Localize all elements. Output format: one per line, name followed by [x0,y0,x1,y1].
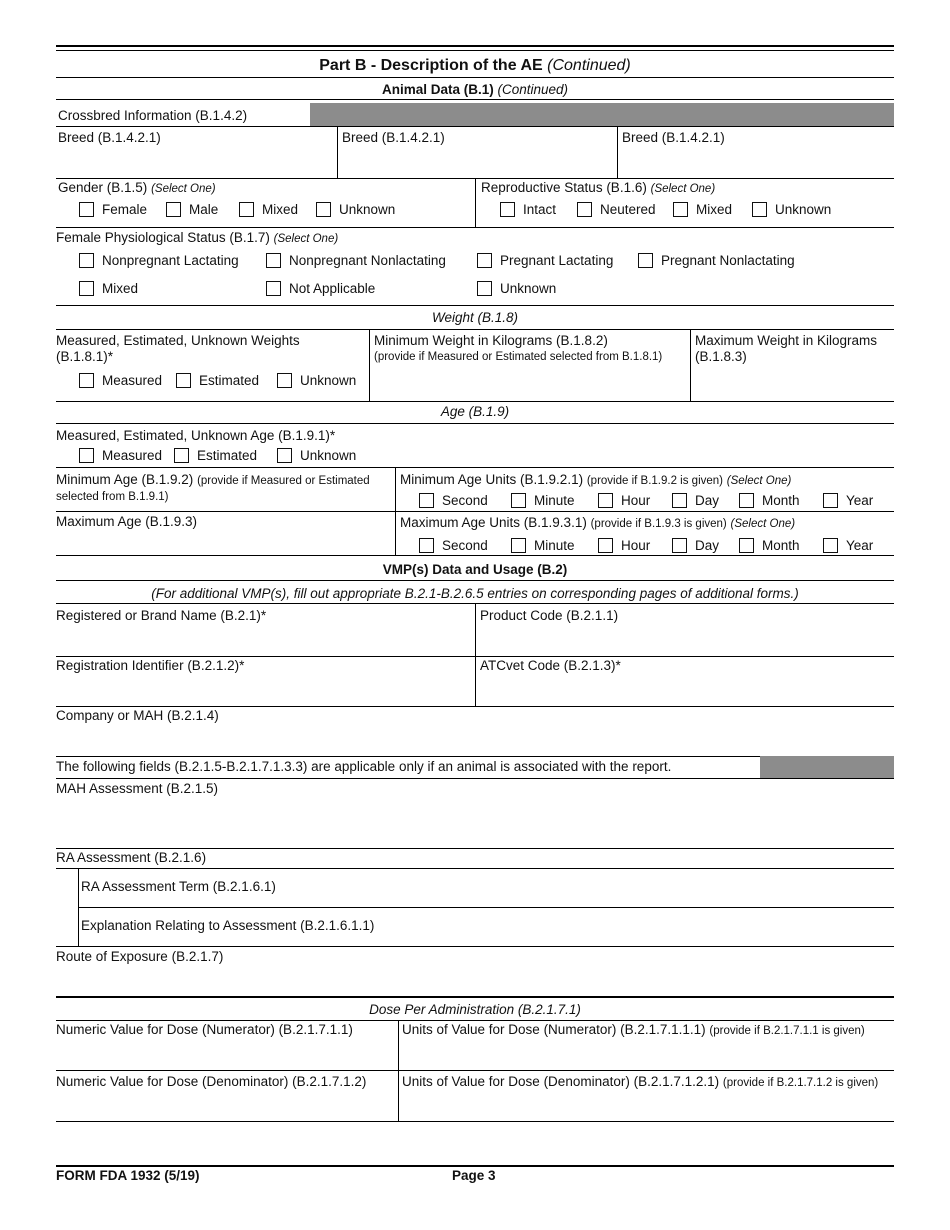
weight-estimated-label: Estimated [199,373,260,388]
crossbred-label: Crossbred Information (B.1.4.2) [58,108,248,123]
max-age-day-label: Day [695,538,720,553]
product-code-input[interactable] [480,628,892,652]
breed-3-input[interactable] [622,148,892,168]
age-max-units-label: Maximum Age Units (B.1.9.3.1) (provide if B.1.9.3 is given) (Select One) [400,515,796,530]
animal-note-gray-bar [760,756,894,778]
female-not-applicable-checkbox[interactable] [266,281,281,296]
female-unknown-checkbox[interactable] [477,281,492,296]
subsection-title: Animal Data (B.1) (Continued) [381,82,569,97]
registration-id-label: Registration Identifier (B.2.1.2)* [56,658,245,673]
age-unknown-label: Unknown [300,448,357,463]
route-exposure-input[interactable] [56,968,892,992]
company-mah-label: Company or MAH (B.2.1.4) [56,708,219,723]
mah-assessment-label: MAH Assessment (B.2.1.5) [56,781,219,796]
atcvet-code-label: ATCvet Code (B.2.1.3)* [480,658,621,673]
repro-unknown-checkbox[interactable] [752,202,767,217]
repro-mixed-label: Mixed [696,202,733,217]
gender-female-label: Female [102,202,148,217]
min-age-year-checkbox[interactable] [823,493,838,508]
max-age-year-checkbox[interactable] [823,538,838,553]
crossbred-gray-bar [310,103,894,126]
weight-unknown-label: Unknown [300,373,357,388]
female-status-label: Female Physiological Status (B.1.7) (Select One) [56,230,339,245]
min-age-month-label: Month [762,493,800,508]
form-number: FORM FDA 1932 (5/19) [56,1168,200,1183]
min-age-hour-label: Hour [621,493,651,508]
dose-section-title: Dose Per Administration (B.2.1.7.1) [369,1002,581,1017]
gender-mixed-checkbox[interactable] [239,202,254,217]
age-measured-label: Measured [102,448,163,463]
repro-neutered-checkbox[interactable] [577,202,592,217]
repro-unknown-label: Unknown [775,202,832,217]
max-age-second-label: Second [442,538,488,553]
female-preg-nonlact-checkbox[interactable] [638,253,653,268]
max-age-day-checkbox[interactable] [672,538,687,553]
repro-neutered-label: Neutered [600,202,656,217]
age-estimated-label: Estimated [197,448,258,463]
ra-explanation-label: Explanation Relating to Assessment (B.2.1.6.1.1) [81,918,375,933]
breed-2-input[interactable] [342,148,614,168]
ra-assessment-label: RA Assessment (B.2.1.6) [56,850,207,865]
gender-label: Gender (B.1.5) (Select One) [58,180,216,195]
gender-male-checkbox[interactable] [166,202,181,217]
repro-mixed-checkbox[interactable] [673,202,688,217]
min-age-day-checkbox[interactable] [672,493,687,508]
breed-1-label: Breed (B.1.4.2.1) [58,130,161,145]
dose-denominator-label: Numeric Value for Dose (Denominator) (B.2.1.7.1.2) [56,1074,367,1089]
dose-numerator-units-input[interactable] [402,1042,892,1066]
weight-min-hint: (provide if Measured or Estimated selected from B.1.8.1) [374,351,663,363]
max-age-hour-label: Hour [621,538,651,553]
dose-denominator-input[interactable] [56,1094,394,1118]
female-mixed-checkbox[interactable] [79,281,94,296]
gender-unknown-checkbox[interactable] [316,202,331,217]
gender-female-checkbox[interactable] [79,202,94,217]
atcvet-code-input[interactable] [480,678,892,702]
weight-mwu-label-2: (B.1.8.1)* [56,349,114,364]
min-age-year-label: Year [846,493,874,508]
brand-name-input[interactable] [56,628,470,652]
max-age-hour-checkbox[interactable] [598,538,613,553]
min-age-month-checkbox[interactable] [739,493,754,508]
min-age-second-label: Second [442,493,488,508]
repro-label: Reproductive Status (B.1.6) (Select One) [481,180,716,195]
gender-male-label: Male [189,202,219,217]
section-title: Part B - Description of the AE (Continued) [319,57,631,74]
female-not-applicable-label: Not Applicable [289,281,376,296]
breed-1-input[interactable] [58,148,334,168]
age-estimated-checkbox[interactable] [174,448,189,463]
weight-unknown-checkbox[interactable] [277,373,292,388]
weight-max-label: Maximum Weight in Kilograms [695,333,878,348]
product-code-label: Product Code (B.2.1.1) [480,608,619,623]
max-age-month-label: Month [762,538,800,553]
dose-denominator-units-input[interactable] [402,1094,892,1118]
age-min-hint-2: selected from B.1.9.1) [56,491,169,503]
dose-denominator-units-label: Units of Value for Dose (Denominator) (B.2.1.7.1.2.1) (provide if B.2.1.7.1.2 is given) [402,1074,879,1089]
age-unknown-checkbox[interactable] [277,448,292,463]
dose-numerator-input[interactable] [56,1042,394,1066]
age-mwu-label: Measured, Estimated, Unknown Age (B.1.9.1)* [56,428,336,443]
age-min-units-label: Minimum Age Units (B.1.9.2.1) (provide if B.1.9.2 is given) (Select One) [400,472,792,487]
min-age-second-checkbox[interactable] [419,493,434,508]
ra-assessment-term-label: RA Assessment Term (B.2.1.6.1) [81,879,276,894]
route-exposure-label: Route of Exposure (B.2.1.7) [56,949,224,964]
min-age-minute-checkbox[interactable] [511,493,526,508]
weight-measured-label: Measured [102,373,163,388]
female-mixed-label: Mixed [102,281,139,296]
vmp-note: (For additional VMP(s), fill out appropriate B.2.1-B.2.6.5 entries on corresponding pages of additional forms.) [151,586,799,601]
female-nonpreg-nonlact-checkbox[interactable] [266,253,281,268]
repro-intact-checkbox[interactable] [500,202,515,217]
weight-section-title: Weight (B.1.8) [431,310,519,325]
weight-min-label: Minimum Weight in Kilograms (B.1.8.2) [374,333,608,348]
female-nonpreg-lact-label: Nonpregnant Lactating [102,253,239,268]
min-age-minute-label: Minute [534,493,575,508]
female-preg-nonlact-label: Pregnant Nonlactating [661,253,795,268]
weight-max-label-2: (B.1.8.3) [695,349,747,364]
weight-max-input[interactable] [695,372,892,394]
weight-min-input[interactable] [374,372,686,394]
female-preg-lact-label: Pregnant Lactating [500,253,614,268]
gender-mixed-label: Mixed [262,202,299,217]
animal-associated-note: The following fields (B.2.1.5-B.2.1.7.1.3.3) are applicable only if an animal is associated with the report. [56,759,672,774]
registration-id-input[interactable] [56,678,470,702]
age-section-title: Age (B.1.9) [440,404,510,419]
min-age-hour-checkbox[interactable] [598,493,613,508]
female-nonpreg-lact-checkbox[interactable] [79,253,94,268]
dose-numerator-units-label: Units of Value for Dose (Numerator) (B.2.1.7.1.1.1) (provide if B.2.1.7.1.1 is given) [402,1022,865,1037]
age-min-label: Minimum Age (B.1.9.2) (provide if Measured or Estimated [56,472,370,487]
max-age-month-checkbox[interactable] [739,538,754,553]
max-age-year-label: Year [846,538,874,553]
repro-intact-label: Intact [523,202,557,217]
company-mah-input[interactable] [56,728,892,752]
dose-numerator-label: Numeric Value for Dose (Numerator) (B.2.1.7.1.1) [56,1022,353,1037]
age-measured-checkbox[interactable] [79,448,94,463]
breed-2-label: Breed (B.1.4.2.1) [342,130,445,145]
mah-assessment-input[interactable] [56,802,892,842]
max-age-minute-checkbox[interactable] [511,538,526,553]
page-number: Page 3 [452,1168,496,1183]
max-age-minute-label: Minute [534,538,575,553]
age-max-label: Maximum Age (B.1.9.3) [56,514,198,529]
max-age-second-checkbox[interactable] [419,538,434,553]
brand-name-label: Registered or Brand Name (B.2.1)* [56,608,267,623]
female-preg-lact-checkbox[interactable] [477,253,492,268]
vmp-section-title: VMP(s) Data and Usage (B.2) [382,562,568,577]
female-unknown-label: Unknown [500,281,557,296]
weight-measured-checkbox[interactable] [79,373,94,388]
weight-estimated-checkbox[interactable] [176,373,191,388]
weight-mwu-label: Measured, Estimated, Unknown Weights [56,333,300,348]
gender-unknown-label: Unknown [339,202,396,217]
female-nonpreg-nonlact-label: Nonpregnant Nonlactating [289,253,446,268]
breed-3-label: Breed (B.1.4.2.1) [622,130,725,145]
min-age-day-label: Day [695,493,720,508]
